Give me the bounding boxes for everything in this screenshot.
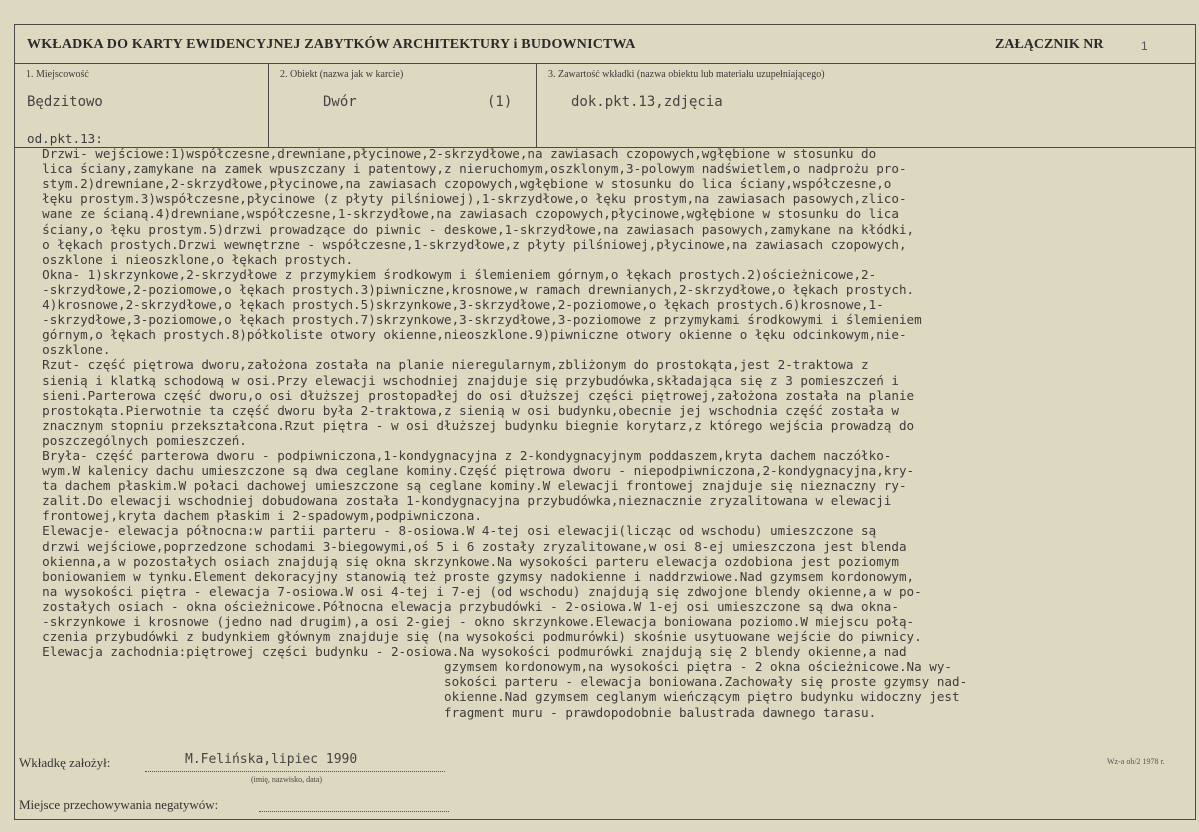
text-line: fragment muru - prawdopodobnie balustrada dawnego tarasu. xyxy=(27,704,877,720)
content-label: 3. Zawartość wkładki (nazwa obiektu lub materiału uzupełniającego) xyxy=(548,69,825,80)
text-line: oszklone i nieoszklone,o łękach prostych. xyxy=(27,251,354,267)
text-line: ściany,o łęku prostym.5)drzwi prowadzące do piwnic - deskowe,1-skrzydłowe,na zawiasach pasowych,zamykane na kłódki, xyxy=(27,221,915,237)
negatives-dotted-line xyxy=(259,811,449,812)
text-line: łęku prostym.3)współczesne,płycinowe (z płyty pilśniowej),1-skrzydłowe,o łęku prostym,na zawiasach pasowych,zlico- xyxy=(27,191,907,207)
text-line: na wysokości piętra - elewacja 7-osiowa.W osi 4-tej i 7-ej (od wschodu) znajdują się zdwojone blendy okienne,a w po- xyxy=(27,583,922,599)
text-line: Okna- 1)skrzynkowe,2-skrzydłowe z przymykiem środkowym i ślemieniem górnym,o łękach prostych.2)ościeżnicowe,2- xyxy=(27,266,877,282)
text-line: sokości parteru - elewacja boniowana.Zachowały się proste gzymsy nad- xyxy=(27,674,968,690)
text-line: frontowej,kryta dachem płaskim i 2-spadowym,podpiwniczona. xyxy=(27,508,482,524)
text-line: wane ze ścianą.4)drewniane,współczesne,1-skrzydłowe,na zawiasach czopowych,płycinowe,wgłębione w stosunku do lica xyxy=(27,206,899,222)
text-line: sieni.Parterowa część dworu,o osi dłuższej prostopadłej do osi dłuższej części piętrowej,założona została na planie xyxy=(27,387,915,403)
text-line: Elewacja zachodnia:piętrowej części budynku - 2-osiowa.Na wysokości podmurówki znajdują się 2 blendy okienne,a nad xyxy=(27,644,907,660)
text-line: oszklone. xyxy=(27,342,111,358)
author-sublabel: (imię, nazwisko, data) xyxy=(251,775,323,784)
text-line: Drzwi- wejściowe:1)współczesne,drewniane,płycinowe,2-skrzydłowe,na zawiasach czopowych,wgłębione w stosunku do xyxy=(27,146,877,162)
annex-label: ZAŁĄCZNIK NR xyxy=(995,37,1104,52)
object-label: 2. Obiekt (nazwa jak w karcie) xyxy=(280,69,404,80)
text-line: o łękach prostych.Drzwi wewnętrzne - współczesne,1-skrzydłowe,z płyty pilśniowej,płycinowe,na zawiasach czopowych, xyxy=(27,236,907,252)
place-value: Będzitowo xyxy=(27,94,103,110)
text-line: -skrzydłowe,2-poziomowe,o łękach prostych.3)piwniczne,krosnowe,w ramach drewnianych,2-skrzydłowe,o łękach prostych. xyxy=(27,281,915,297)
text-line: Rzut- część piętrowa dworu,założona została na planie nieregularnym,zbliżonym do prostokąta,jest 2-traktowa z xyxy=(27,357,869,373)
text-line: drzwi wejściowe,poprzedzone schodami 3-biegowymi,oś 5 i 6 zostały zryzalitowane,w osi 8-ej umieszczona jest blenda xyxy=(27,538,907,554)
text-line: Elewacje- elewacja północna:w partii parteru - 8-osiowa.W 4-tej osi elewacji(licząc od wschodu) umieszczone są xyxy=(27,523,877,539)
object-value: Dwór xyxy=(323,94,357,110)
text-line: wym.W kalenicy dachu umieszczone są dwa ceglane kominy.Część piętrowa dworu - niepodpiwniczona,2-kondygnacyjna,kry- xyxy=(27,463,915,479)
author-dotted-line xyxy=(145,771,445,772)
text-line: poszczególnych pomieszczeń. xyxy=(27,432,247,448)
content-value: dok.pkt.13,zdjęcia xyxy=(571,94,723,110)
form-header xyxy=(15,25,1195,64)
form-footer xyxy=(15,725,1195,821)
text-line: Bryła- część parterowa dworu - podpiwniczona,1-kondygnacyjna z 2-kondygnacyjnym poddaszem,kryta dachem naczółko- xyxy=(27,447,892,463)
text-line: boniowaniem w tynku.Element dekoracyjny stanowią też proste gzymsy nadokienne i naddrzwiowe.Nad gzymsem kordonowym, xyxy=(27,568,915,584)
text-line: ta dachem płaskim.W połaci dachowej umieszczone są ceglane kominy.W elewacji frontowej znajduje się nieznaczny ry- xyxy=(27,478,907,494)
text-line: okienne.Nad gzymsem ceglanym wieńczącym piętro budynku widoczny jest xyxy=(27,689,960,705)
negatives-storage-label: Miejsce przechowywania negatywów: xyxy=(19,797,219,812)
place-label: 1. Miejscowość xyxy=(26,69,89,80)
text-line: -skrzynkowe i krosnowe (jedno nad drugim),a osi 2-giej - okno skrzynkowe.Elewacja boniowana poziomo.W miejscu połą- xyxy=(27,614,915,629)
text-line: 4)krosnowe,2-skrzydłowe,o łękach prostych.5)skrzynkowe,3-skrzydłowe,2-poziomowe,o łękach prostych.6)krosnowe,1- xyxy=(27,297,884,313)
form-title: WKŁADKA DO KARTY EWIDENCYJNEJ ZABYTKÓW ARCHITEKTURY i BUDOWNICTWA xyxy=(27,37,636,52)
text-line: zostałych osiach - okna ościeżnicowe.Północna elewacja przybudówki - 2-osiowa.W 1-ej osi umieszczone są dwa okna- xyxy=(27,598,899,614)
text-line: lica ściany,zamykane na zamek wpuszczany i patentowy,z nieruchomym,oszklonym,3-polowym nadświetlem,o nadprożu pro- xyxy=(27,161,907,177)
text-line: stym.2)drewniane,2-skrzydłowe,płycinowe,na zawiasach czopowych,wgłębione w stosunku do lica ściany,współczesne,o xyxy=(27,176,892,192)
text-line: od.pkt.13: xyxy=(27,131,103,146)
annex-number: 1 xyxy=(1141,39,1148,53)
text-line: okienna,a w pozostałych osiach znajdują się okna skrzynkowe.Na wysokości parteru elewacja ozdobiona jest poziomym xyxy=(27,553,899,569)
text-line: zalit.Do elewacji wschodniej dobudowana została 1-kondygnacyjna przybudówka,nieznacznie zryzalitowana w elewacji xyxy=(27,493,892,509)
typed-description xyxy=(27,131,1187,720)
object-number: (1) xyxy=(487,94,513,110)
author-value: M.Felińska,lipiec 1990 xyxy=(185,752,358,767)
text-line: -skrzydłowe,3-poziomowe,o łękach prostych.7)skrzynkowe,3-skrzydłowe,3-poziomowe z przymykami środkowymi i ślemieniem xyxy=(27,312,922,328)
print-note: Wz-a ob/2 1978 r. xyxy=(1107,757,1165,766)
text-line: górnym,o łękach prostych.8)półkoliste otwory okienne,nieoszklone.9)piwniczne otwory okienne o łęku odcinkowym,nie- xyxy=(27,327,907,343)
text-line: znacznym stopniu przekształcona.Rzut piętra - w osi dłuższej budynku biegnie korytarz,z którego wejścia prowadzą do xyxy=(27,417,915,433)
text-line: sienią i klatką schodową w osi.Przy elewacji wschodniej znajduje się przybudówka,składająca się z 3 pomieszczeń i xyxy=(27,372,899,388)
text-line: czenia przybudówki z budynkiem głównym znajduje się (na wysokości podmurówki) skośnie usytuowane wejście do piwnicy. xyxy=(27,629,922,645)
text-line: gzymsem kordonowym,na wysokości piętra - 2 okna ościeżnicowe.Na wy- xyxy=(27,659,953,675)
text-line: prostokąta.Pierwotnie ta część dworu była 2-traktowa,z sienią w osi budynku,obecnie jej wschodnia część została w xyxy=(27,402,899,418)
form-frame xyxy=(14,24,1196,820)
author-label: Wkładkę założył: xyxy=(19,755,111,770)
